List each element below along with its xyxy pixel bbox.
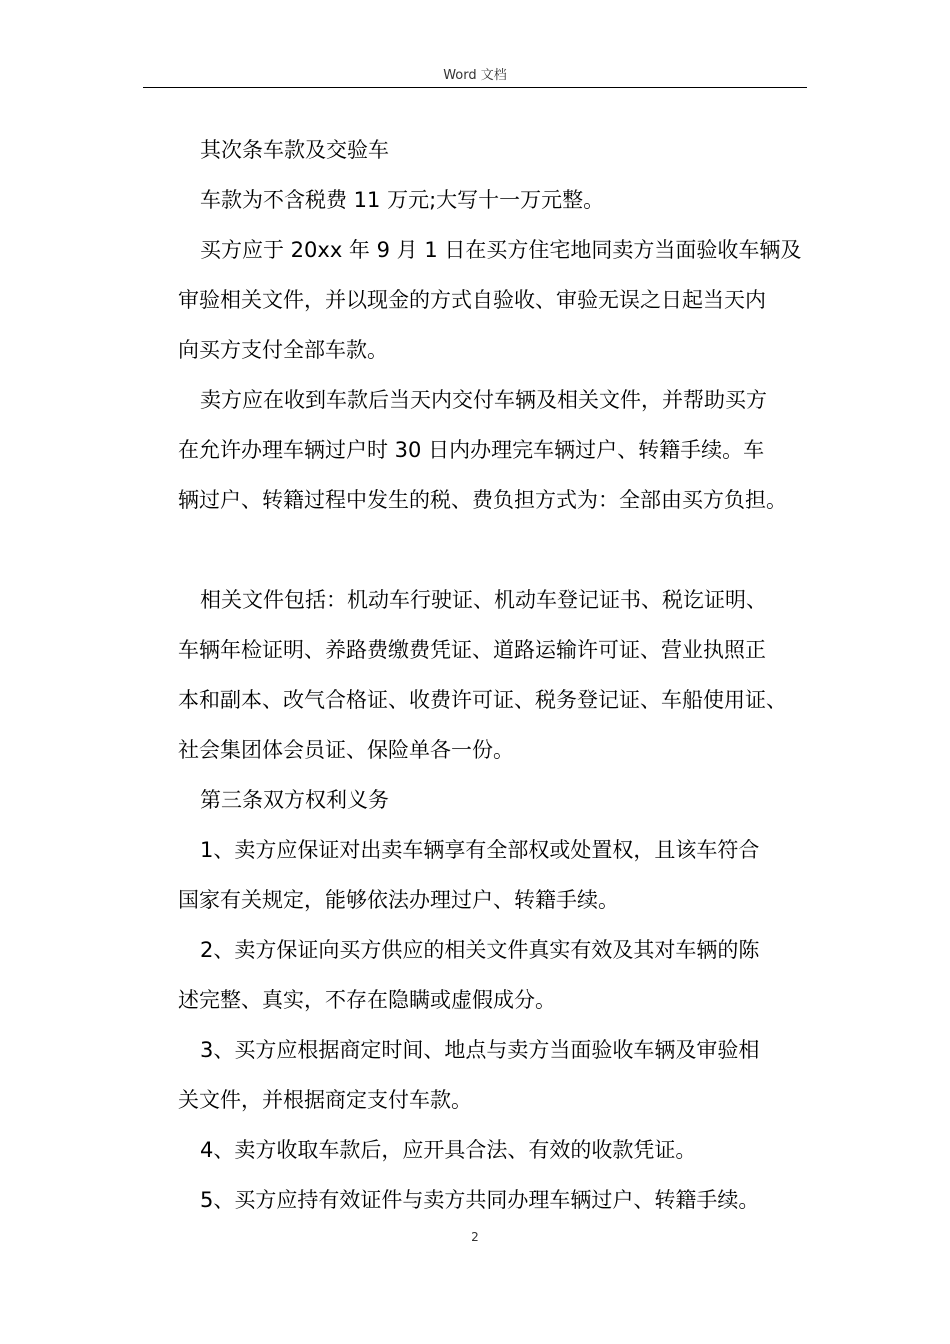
paragraph-line: 社会集团体会员证、保险单各一份。 (178, 738, 514, 762)
list-item: 3、买方应根据商定时间、地点与卖方当面验收车辆及审验相 (200, 1038, 760, 1062)
list-item-continuation: 关文件，并根据商定支付车款。 (178, 1088, 472, 1112)
paragraph-line: 相关文件包括：机动车行驶证、机动车登记证书、税讫证明、 (200, 588, 767, 612)
list-item: 2、卖方保证向买方供应的相关文件真实有效及其对车辆的陈 (200, 938, 760, 962)
paragraph-line: 本和副本、改气合格证、收费许可证、税务登记证、车船使用证、 (178, 688, 787, 712)
section-heading-three: 第三条双方权利义务 (200, 788, 389, 812)
paragraph-line: 向买方支付全部车款。 (178, 338, 388, 362)
paragraph-line: 在允许办理车辆过户时 30 日内办理完车辆过户、转籍手续。车 (178, 438, 765, 462)
list-item: 1、卖方应保证对出卖车辆享有全部权或处置权，且该车符合 (200, 838, 760, 862)
header-divider (143, 87, 807, 88)
list-item: 5、买方应持有效证件与卖方共同办理车辆过户、转籍手续。 (200, 1188, 760, 1212)
paragraph-line: 审验相关文件，并以现金的方式自验收、审验无误之日起当天内 (178, 288, 766, 312)
paragraph-line: 辆过户、转籍过程中发生的税、费负担方式为：全部由买方负担。 (178, 488, 787, 512)
paragraph-line: 卖方应在收到车款后当天内交付车辆及相关文件，并帮助买方 (200, 388, 767, 412)
page-header: Word 文档 (443, 68, 507, 83)
list-item-continuation: 述完整、真实，不存在隐瞒或虚假成分。 (178, 988, 556, 1012)
paragraph-line: 买方应于 20xx 年 9 月 1 日在买方住宅地同卖方当面验收车辆及 (200, 238, 802, 262)
paragraph-line: 车辆年检证明、养路费缴费凭证、道路运输许可证、营业执照正 (178, 638, 766, 662)
section-heading-two: 其次条车款及交验车 (200, 138, 389, 162)
page-number: 2 (471, 1230, 479, 1244)
list-item-continuation: 国家有关规定，能够依法办理过户、转籍手续。 (178, 888, 619, 912)
list-item: 4、卖方收取车款后，应开具合法、有效的收款凭证。 (200, 1138, 697, 1162)
paragraph-line: 车款为不含税费 11 万元;大写十一万元整。 (200, 188, 605, 212)
